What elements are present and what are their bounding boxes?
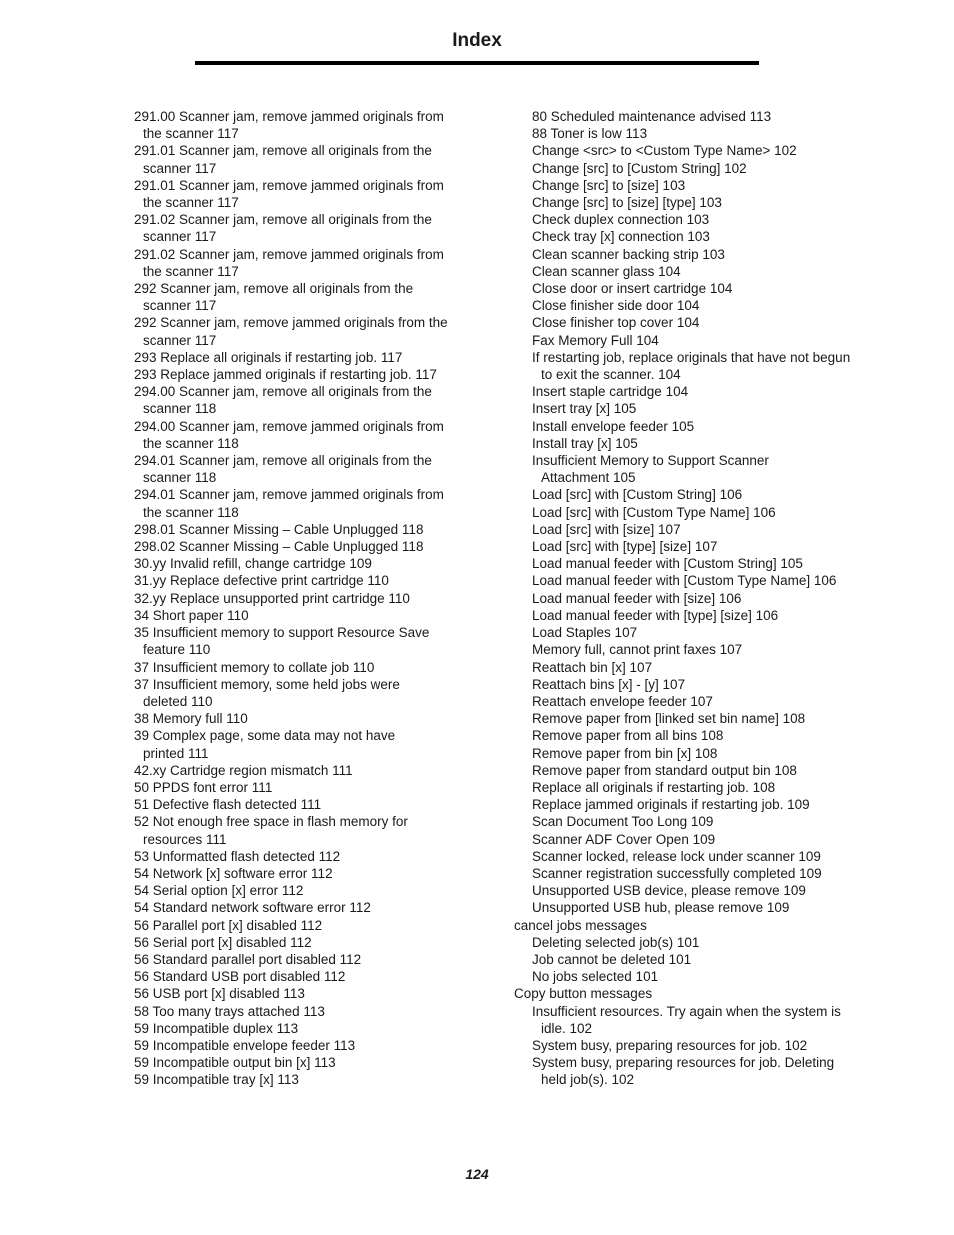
index-entry — [532, 882, 860, 899]
index-entry — [134, 349, 466, 366]
index-entry-text: 291.00 Scanner jam, remove jammed originals from — [134, 109, 444, 124]
index-entry-text: Load manual feeder with [type] [size] 106 — [532, 607, 779, 623]
index-entry-text: Load manual feeder with [Custom String] 105 — [532, 556, 803, 572]
index-entry-text: Load [src] with [Custom String] 106 — [532, 487, 743, 503]
index-entry — [134, 177, 466, 211]
index-entry — [532, 641, 860, 658]
index-entry — [134, 917, 466, 934]
index-entry-text: Insufficient Memory to Support Scanner — [532, 453, 769, 469]
index-entry-text: 298.02 Scanner Missing – Cable Unplugged 118 — [134, 539, 424, 555]
page-title: Index — [452, 30, 502, 51]
index-entry — [532, 297, 860, 314]
index-entry-text: Remove paper from [linked set bin name] 108 — [532, 711, 806, 727]
index-entry-text: Reattach bin [x] 107 — [532, 659, 653, 675]
index-entry-text: 80 Scheduled maintenance advised 113 — [532, 109, 772, 124]
index-entry — [134, 590, 466, 607]
index-entry — [134, 813, 466, 847]
index-entry-text: System busy, preparing resources for job. 102 — [532, 1037, 808, 1053]
index-entry-continuation: resources 111 — [143, 831, 227, 847]
index-entry-text: 56 Parallel port [x] disabled 112 — [134, 917, 323, 933]
index-entry — [532, 332, 860, 349]
index-entry — [134, 1054, 466, 1071]
index-entry-continuation: scanner 117 — [143, 229, 217, 245]
index-entry-text: Deleting selected job(s) 101 — [532, 934, 700, 950]
index-entry — [134, 1071, 466, 1088]
index-entry — [134, 710, 466, 727]
index-entry-text: Close finisher top cover 104 — [532, 315, 700, 331]
index-entry — [134, 366, 466, 383]
index-entry — [532, 1054, 860, 1088]
index-entry — [532, 865, 860, 882]
index-entry-text: Change [src] to [Custom String] 102 — [532, 160, 747, 176]
index-entry-continuation: the scanner 118 — [143, 435, 239, 451]
index-entry-text: cancel jobs messages — [514, 917, 647, 933]
index-entry-text: 293 Replace all originals if restarting job. 117 — [134, 349, 403, 365]
index-entry-text: Install tray [x] 105 — [532, 435, 638, 451]
index-entry-text: 32.yy Replace unsupported print cartridge 110 — [134, 590, 410, 606]
index-entry-continuation: the scanner 117 — [143, 263, 239, 279]
index-entry — [532, 968, 860, 985]
index-entry-text: 58 Too many trays attached 113 — [134, 1003, 325, 1019]
index-entry-text: Copy button messages — [514, 986, 653, 1002]
index-entry-text: Close finisher side door 104 — [532, 298, 700, 314]
index-entry-text: Reattach bins [x] - [y] 107 — [532, 676, 686, 692]
index-entry-text: Insert staple cartridge 104 — [532, 384, 689, 400]
index-entry — [532, 538, 860, 555]
index-entry-text: 39 Complex page, some data may not have — [134, 728, 396, 744]
index-entry — [532, 934, 860, 951]
index-entry — [532, 280, 860, 297]
index-entry-text: 56 Serial port [x] disabled 112 — [134, 934, 312, 950]
index-entry — [532, 848, 860, 865]
index-entry-continuation: scanner 118 — [143, 470, 217, 486]
index-entry-text: 34 Short paper 110 — [134, 607, 249, 623]
index-entry-text: Install envelope feeder 105 — [532, 418, 695, 434]
index-entry-text: No jobs selected 101 — [532, 969, 659, 985]
index-entry — [134, 779, 466, 796]
index-entry-text: 52 Not enough free space in flash memory for — [134, 814, 408, 830]
index-entry-text: Job cannot be deleted 101 — [532, 951, 692, 967]
index-entry-continuation: held job(s). 102 — [541, 1072, 635, 1088]
index-entry-text: Unsupported USB hub, please remove 109 — [532, 900, 790, 916]
index-entry-text: Insufficient resources. Try again when the system is — [532, 1003, 841, 1019]
index-entry-text: Load manual feeder with [size] 106 — [532, 590, 742, 606]
index-entry-text: 56 USB port [x] disabled 113 — [134, 986, 305, 1002]
index-entry — [532, 951, 860, 968]
index-entry — [532, 314, 860, 331]
index-entry-text: Check duplex connection 103 — [532, 212, 710, 228]
index-entry — [134, 865, 466, 882]
index-entry — [134, 985, 466, 1002]
index-entry — [532, 762, 860, 779]
index-entry-text: 37 Insufficient memory, some held jobs were — [134, 676, 400, 692]
index-entry — [134, 211, 466, 245]
index-entry-text: 53 Unformatted flash detected 112 — [134, 848, 341, 864]
index-entry-text: 35 Insufficient memory to support Resource Save — [134, 625, 430, 641]
index-entry-text: 42.xy Cartridge region mismatch 111 — [134, 762, 353, 778]
index-entry-text: Remove paper from standard output bin 108 — [532, 762, 797, 778]
index-entry-text: Insert tray [x] 105 — [532, 401, 637, 417]
index-entry — [134, 383, 466, 417]
index-entry-text: Load manual feeder with [Custom Type Name] 106 — [532, 573, 837, 589]
index-entry — [134, 899, 466, 916]
index-entry-continuation: the scanner 117 — [143, 195, 239, 211]
index-entry — [532, 779, 860, 796]
index-entry — [134, 314, 466, 348]
index-entry — [532, 693, 860, 710]
index-entry-text: 294.00 Scanner jam, remove jammed originals from — [134, 418, 444, 434]
index-entry-text: Fax Memory Full 104 — [532, 332, 659, 348]
index-entry-continuation: the scanner 117 — [143, 126, 239, 142]
index-entry-text: Replace all originals if restarting job. 108 — [532, 779, 776, 795]
index-entry — [134, 555, 466, 572]
index-entry — [134, 108, 466, 142]
index-entry — [532, 521, 860, 538]
index-entry — [134, 762, 466, 779]
index-entry — [532, 486, 860, 503]
index-entry-text: 291.01 Scanner jam, remove all originals from the — [134, 143, 432, 159]
index-entry-text: 291.02 Scanner jam, remove jammed originals from — [134, 246, 444, 262]
index-entry — [514, 917, 860, 934]
index-entry — [532, 676, 860, 693]
index-entry-text: Replace jammed originals if restarting job. 109 — [532, 797, 810, 813]
index-entry-text: System busy, preparing resources for job. Deleting — [532, 1055, 835, 1071]
index-column-left — [134, 108, 466, 1089]
index-entry-text: Load [src] with [type] [size] 107 — [532, 539, 718, 555]
index-entry-text: Change [src] to [size] 103 — [532, 177, 686, 193]
index-entry-continuation: deleted 110 — [143, 693, 213, 709]
index-entry — [134, 882, 466, 899]
index-entry-text: 294.01 Scanner jam, remove all originals from the — [134, 453, 432, 469]
index-entry — [134, 727, 466, 761]
index-entry — [532, 125, 860, 142]
index-entry-text: If restarting job, replace originals that have not begun — [532, 349, 851, 365]
index-entry — [532, 228, 860, 245]
index-entry — [532, 572, 860, 589]
index-entry-continuation: to exit the scanner. 104 — [541, 367, 681, 383]
index-entry — [532, 1003, 860, 1037]
index-entry — [532, 211, 860, 228]
index-entry — [134, 624, 466, 658]
index-entry-text: Scanner ADF Cover Open 109 — [532, 831, 716, 847]
index-entry — [532, 435, 860, 452]
index-entry-continuation: printed 111 — [143, 745, 209, 761]
index-entry — [532, 349, 860, 383]
index-entry — [532, 590, 860, 607]
index-entry-text: Remove paper from all bins 108 — [532, 728, 724, 744]
index-entry — [532, 831, 860, 848]
index-entry-text: Load [src] with [size] 107 — [532, 521, 681, 537]
index-entry-text: Change [src] to [size] [type] 103 — [532, 195, 722, 211]
index-entry — [532, 555, 860, 572]
index-entry — [532, 418, 860, 435]
index-entry-continuation: scanner 117 — [143, 332, 217, 348]
index-entry — [532, 108, 860, 125]
index-entry-text: 30.yy Invalid refill, change cartridge 109 — [134, 556, 372, 572]
index-entry-continuation: feature 110 — [143, 642, 211, 658]
index-entry-text: 56 Standard parallel port disabled 112 — [134, 951, 362, 967]
index-entry-continuation: scanner 117 — [143, 298, 217, 314]
index-entry — [532, 177, 860, 194]
index-entry-text: Load [src] with [Custom Type Name] 106 — [532, 504, 776, 520]
index-entry — [134, 486, 466, 520]
index-entry-text: 291.01 Scanner jam, remove jammed originals from — [134, 177, 444, 193]
index-entry — [532, 246, 860, 263]
index-entry-text: 291.02 Scanner jam, remove all originals from the — [134, 212, 432, 228]
index-entry-text: 59 Incompatible tray [x] 113 — [134, 1072, 299, 1088]
index-entry — [514, 985, 860, 1002]
index-entry — [134, 280, 466, 314]
index-entry — [532, 607, 860, 624]
index-entry-text: Remove paper from bin [x] 108 — [532, 745, 718, 761]
index-entry — [134, 659, 466, 676]
index-entry — [532, 452, 860, 486]
index-entry — [532, 504, 860, 521]
index-entry — [134, 951, 466, 968]
index-entry-text: 54 Standard network software error 112 — [134, 900, 371, 916]
index-entry-text: Scan Document Too Long 109 — [532, 814, 714, 830]
page-number: 124 — [465, 1166, 489, 1182]
index-entry — [134, 968, 466, 985]
index-entry-text: 31.yy Replace defective print cartridge 110 — [134, 573, 389, 589]
index-entry-text: Load Staples 107 — [532, 625, 638, 641]
index-entry — [532, 899, 860, 916]
index-entry — [134, 572, 466, 589]
index-entry — [532, 1037, 860, 1054]
index-entry-text: Close door or insert cartridge 104 — [532, 281, 733, 297]
index-entry — [134, 796, 466, 813]
index-entry — [532, 624, 860, 641]
index-entry — [532, 813, 860, 830]
index-entry — [134, 418, 466, 452]
index-entry-text: Memory full, cannot print faxes 107 — [532, 642, 743, 658]
index-entry-text: Scanner locked, release lock under scanner 109 — [532, 848, 821, 864]
index-entry-text: 293 Replace jammed originals if restarting job. 117 — [134, 367, 437, 383]
index-entry — [532, 160, 860, 177]
index-entry — [134, 142, 466, 176]
index-entry-text: Unsupported USB device, please remove 109 — [532, 883, 806, 899]
index-entry-continuation: the scanner 118 — [143, 504, 239, 520]
index-entry-text: 294.01 Scanner jam, remove jammed originals from — [134, 487, 444, 503]
index-entry-continuation: scanner 117 — [143, 160, 217, 176]
index-entry-text: 298.01 Scanner Missing – Cable Unplugged 118 — [134, 521, 424, 537]
index-entry — [532, 263, 860, 280]
index-entry — [134, 848, 466, 865]
index-entry-continuation: scanner 118 — [143, 401, 217, 417]
index-entry-text: 88 Toner is low 113 — [532, 126, 648, 142]
index-entry-text: 59 Incompatible output bin [x] 113 — [134, 1055, 336, 1071]
title-divider — [195, 61, 759, 65]
index-entry — [134, 676, 466, 710]
index-entry — [134, 538, 466, 555]
index-entry — [532, 745, 860, 762]
index-entry-text: Clean scanner glass 104 — [532, 263, 681, 279]
index-entry — [532, 194, 860, 211]
index-entry — [532, 710, 860, 727]
index-entry-text: 38 Memory full 110 — [134, 711, 248, 727]
index-entry-text: Clean scanner backing strip 103 — [532, 246, 725, 262]
index-entry-text: Check tray [x] connection 103 — [532, 229, 710, 245]
index-entry-text: 59 Incompatible duplex 113 — [134, 1020, 299, 1036]
index-entry — [532, 400, 860, 417]
index-entry-text: Reattach envelope feeder 107 — [532, 693, 713, 709]
index-entry-text: 54 Network [x] software error 112 — [134, 865, 333, 881]
index-entry — [532, 142, 860, 159]
index-entry — [134, 1020, 466, 1037]
index-entry-text: 50 PPDS font error 111 — [134, 779, 273, 795]
index-entry-continuation: idle. 102 — [541, 1020, 593, 1036]
index-entry-text: 292 Scanner jam, remove all originals from the — [134, 281, 414, 297]
index-entry — [134, 1037, 466, 1054]
index-entry-continuation: Attachment 105 — [541, 470, 636, 486]
index-entry-text: 294.00 Scanner jam, remove all originals from the — [134, 384, 432, 400]
index-entry — [532, 383, 860, 400]
index-entry-text: 37 Insufficient memory to collate job 110 — [134, 659, 375, 675]
index-entry — [134, 607, 466, 624]
index-entry-text: 56 Standard USB port disabled 112 — [134, 969, 346, 985]
index-entry — [134, 246, 466, 280]
index-entry-text: 292 Scanner jam, remove jammed originals from the — [134, 315, 448, 331]
index-entry — [134, 521, 466, 538]
index-entry-text: 59 Incompatible envelope feeder 113 — [134, 1037, 356, 1053]
index-entry — [532, 796, 860, 813]
index-entry-text: 51 Defective flash detected 111 — [134, 797, 322, 813]
index-entry — [134, 934, 466, 951]
index-entry-text: 54 Serial option [x] error 112 — [134, 883, 304, 899]
index-entry — [532, 727, 860, 744]
index-entry — [532, 659, 860, 676]
index-column-right — [514, 108, 860, 1089]
index-entry — [134, 452, 466, 486]
index-entry-text: Scanner registration successfully completed 109 — [532, 865, 822, 881]
index-entry-text: Change <src> to <Custom Type Name> 102 — [532, 143, 797, 159]
index-entry — [134, 1003, 466, 1020]
